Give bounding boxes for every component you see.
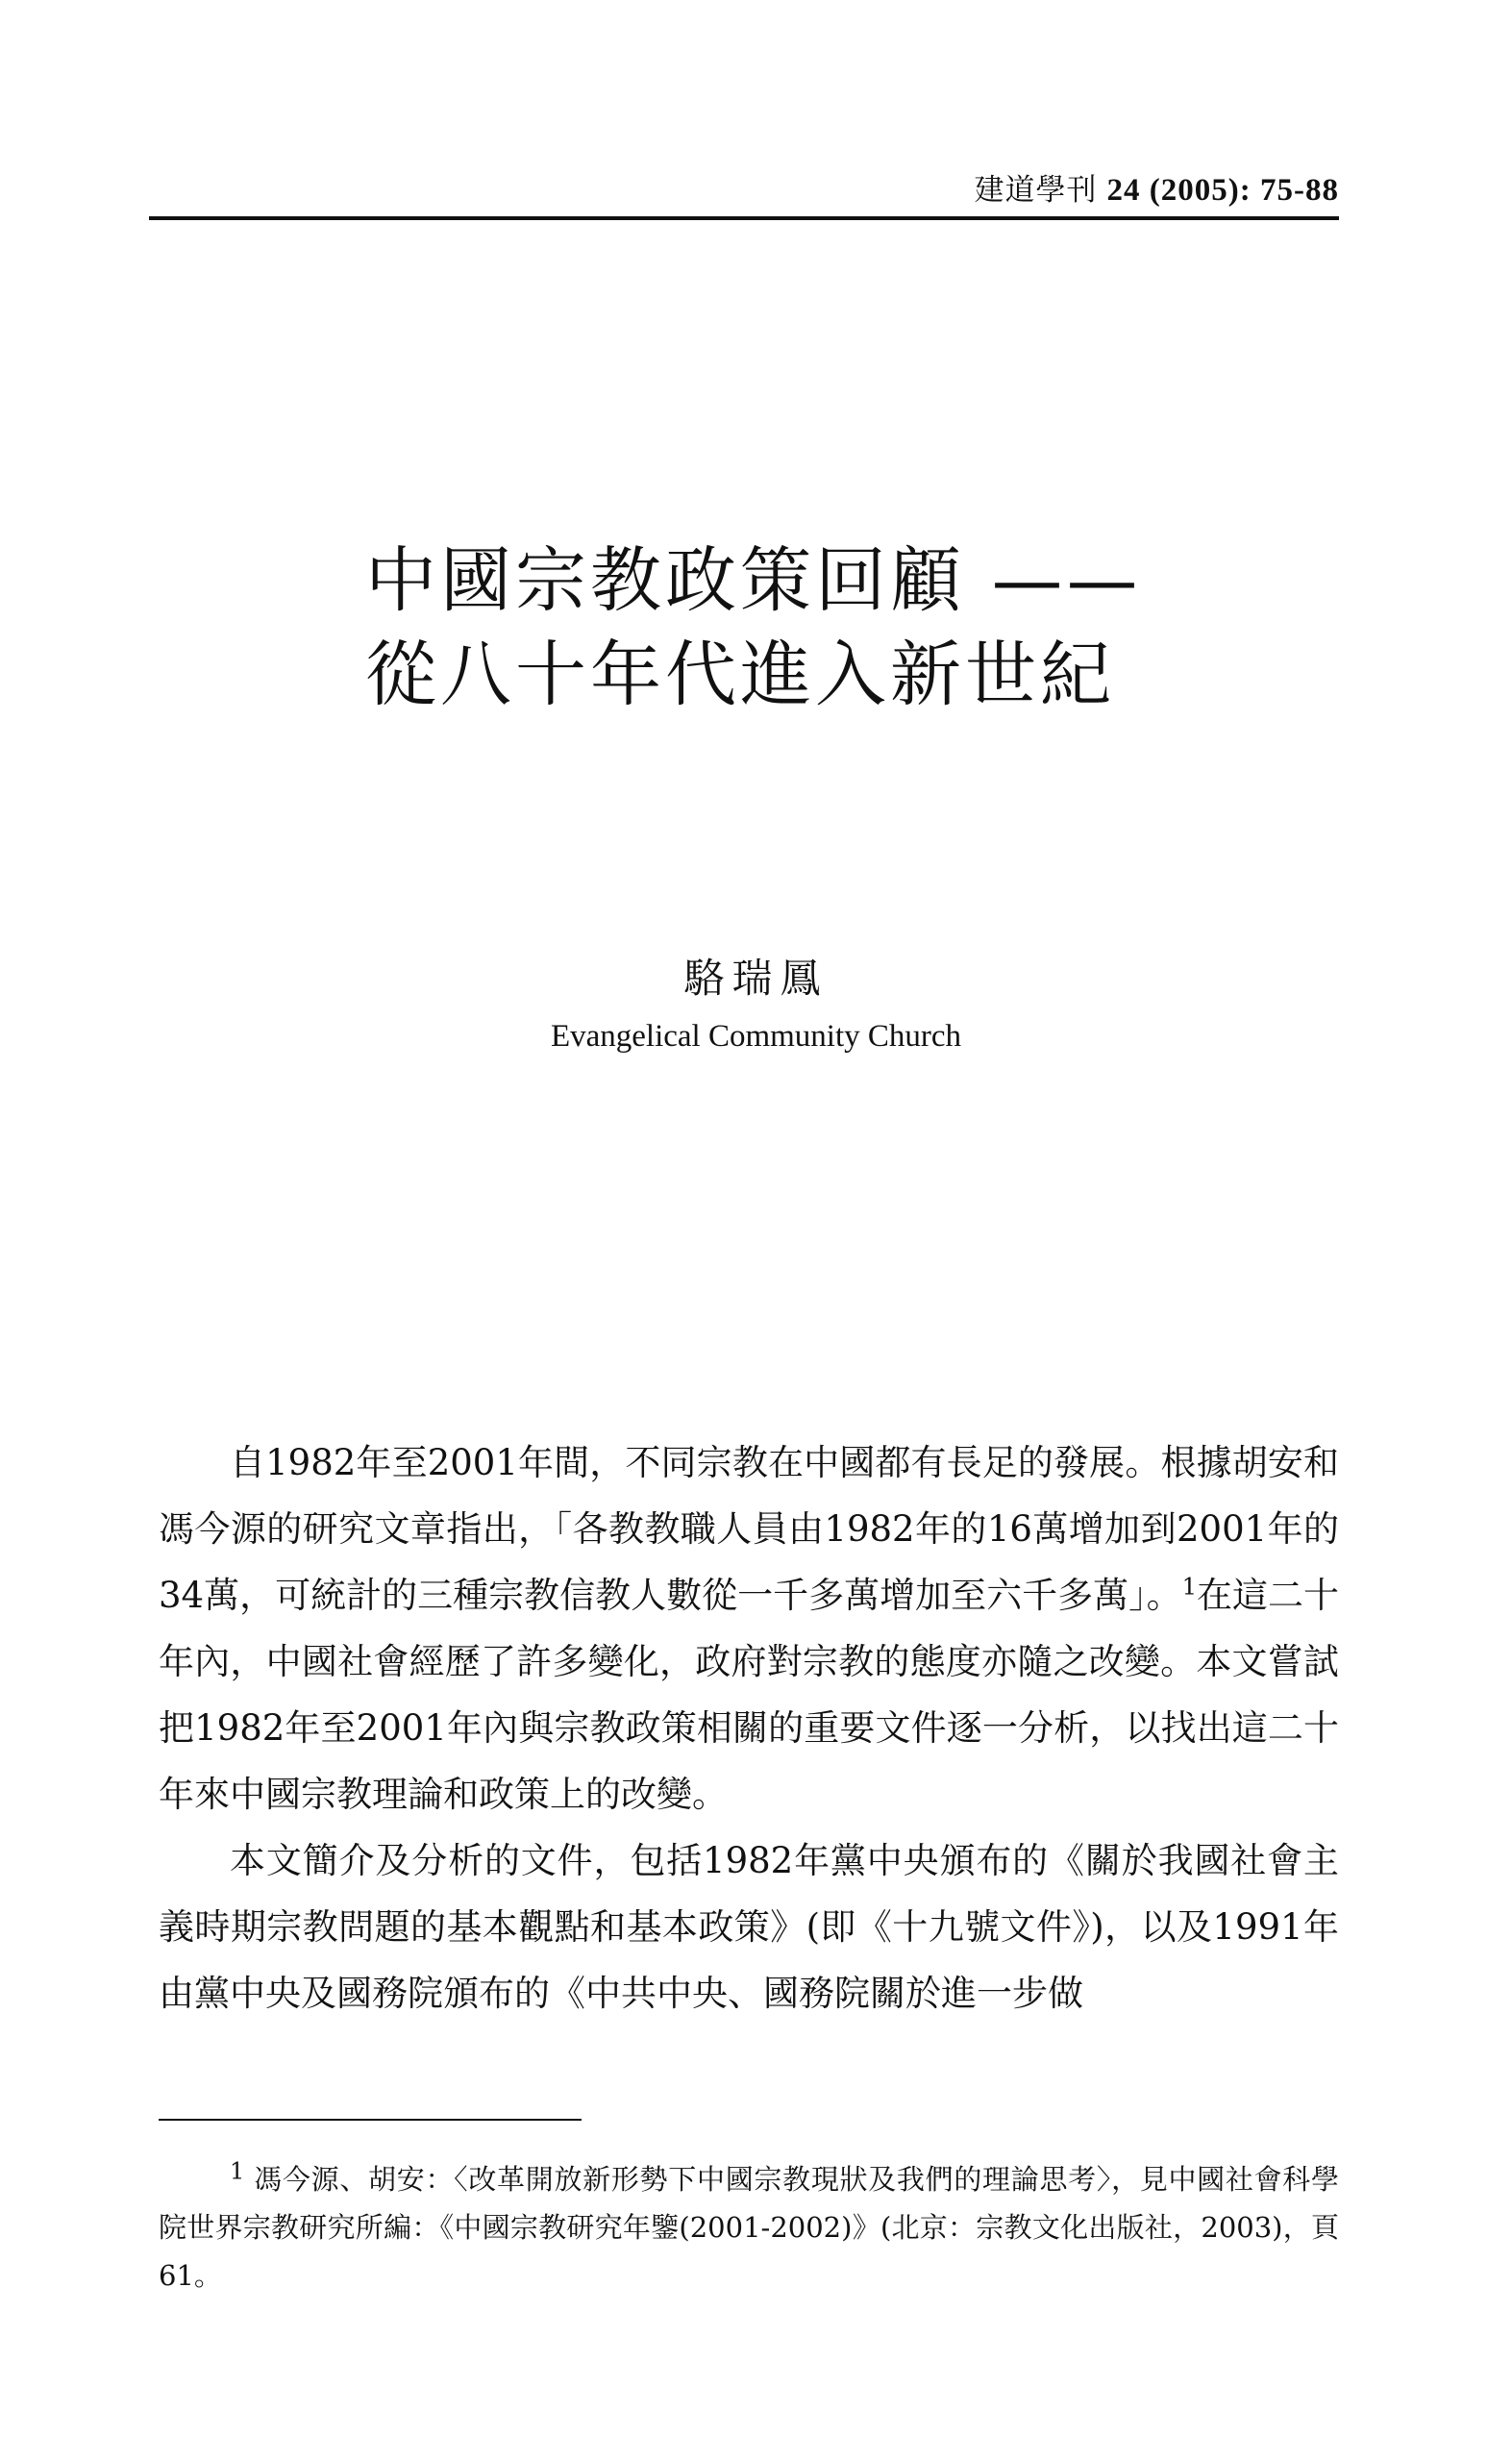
footnote (159, 2155, 1339, 2299)
header-rule (149, 216, 1339, 220)
footnote-rule (159, 2119, 582, 2121)
author-name: 駱瑞鳳 (683, 955, 829, 1002)
footnote-text: 馮今源、胡安：〈改革開放新形勢下中國宗教現狀及我們的理論思考〉，見中國社會科學院世界宗教研究所編：《中國宗教研究年鑒(2001-2002)》(北京：宗教文化出版社，2003)，頁61。 (159, 2163, 1340, 2292)
journal-name: 建道學刊 (974, 173, 1098, 208)
title-line-2: 從八十年代進入新世紀 (365, 634, 1115, 716)
footnote-number: 1 (230, 2157, 245, 2185)
title-line-1: 中國宗教政策回顧 —— (365, 539, 1142, 622)
journal-citation: 24 (2005): 75-88 (1106, 173, 1339, 208)
author-affiliation: Evangelical Community Church (550, 1019, 962, 1054)
paragraph-1-part-b: 在這二十年內，中國社會經歷了許多變化，政府對宗教的態度亦隨之改變。本文嘗試把1982年至2001年內與宗教政策相關的重要文件逐一分析，以找出這二十年來中國宗教理論和政策上的改變。 (159, 1575, 1339, 1815)
running-head (149, 165, 1339, 209)
paragraph-1-part-a: 自1982年至2001年間，不同宗教在中國都有長足的發展。根據胡安和馮今源的研究文章指出，「各教教職人員由1982年的16萬增加到2001年的34萬，可統計的三種宗教信教人數從一千多萬增加至六千多萬」。 (159, 1442, 1339, 1616)
paragraph-1 (159, 1429, 1339, 1827)
body-text (159, 1429, 1339, 2026)
paragraph-2: 本文簡介及分析的文件，包括1982年黨中央頒布的《關於我國社會主義時期宗教問題的基本觀點和基本政策》(即《十九號文件》)，以及1991年由黨中央及國務院頒布的《中共中央、國務院關於進一步做 (159, 1840, 1339, 2014)
article-title (365, 534, 1211, 722)
footnote-reference: 1 (1181, 1573, 1197, 1601)
author-block (0, 952, 1512, 1055)
